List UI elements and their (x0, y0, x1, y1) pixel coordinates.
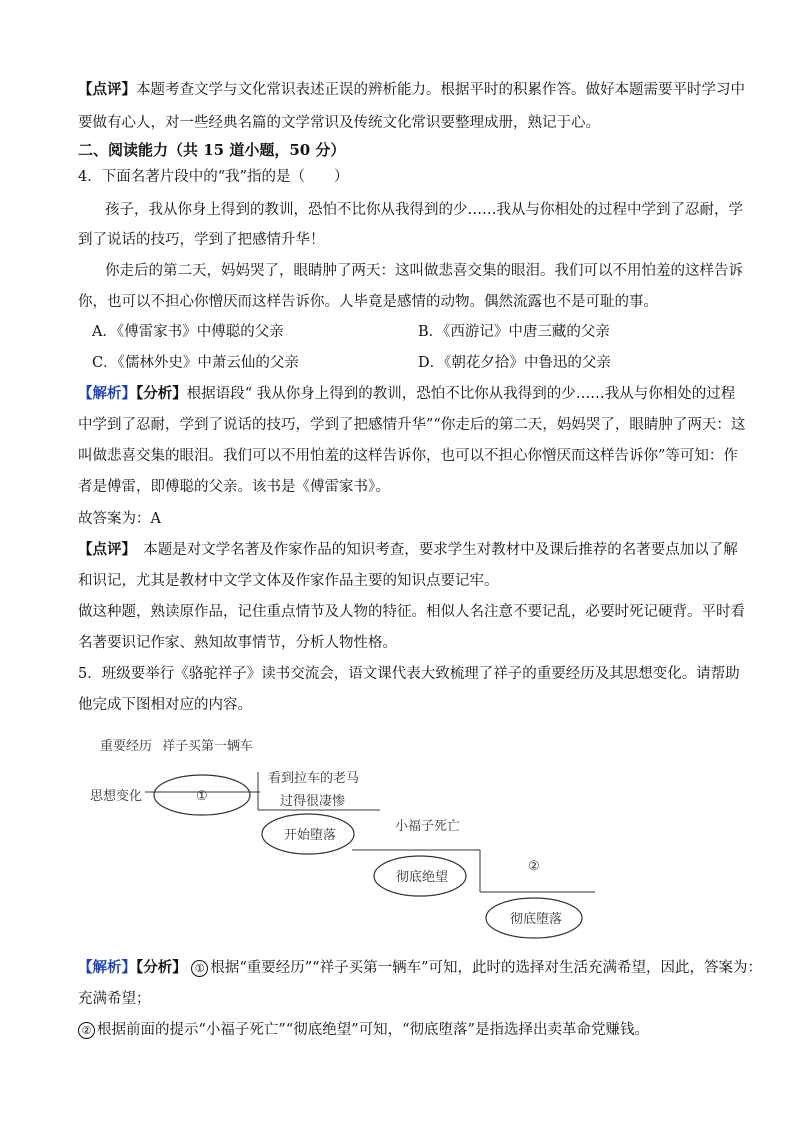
q5-analysis-num-1: ① (191, 960, 208, 977)
q4-option-d: D．《朝花夕拾》中鲁迅的父亲 (418, 355, 611, 371)
event-2-line-1: 看到拉车的老马 (268, 771, 360, 786)
q4-passage-p2-line1: 你走后的第二天，妈妈哭了，眼睛肿了两天：这叫做悲喜交集的眼泪。我们可以不用怕羞的这样告诉 (105, 263, 743, 279)
q5-analysis-line-1 (78, 958, 762, 978)
q4-dianping-line-4: 名著要识记作家、熟知故事情节，分析人物性格。 (78, 635, 397, 651)
q5-stem-line-2: 他完成下图相对应的内容。 (78, 697, 252, 713)
event-1: 祥子买第一辆车 (162, 739, 254, 754)
q4-option-a: A．《傅雷家书》中傅聪的父亲 (92, 324, 284, 340)
q5-analysis-text-1: 根据“重要经历”“祥子买第一辆车”可知，此时的选择对生活充满希望，因此，答案为： (210, 960, 763, 976)
section-title: 二、阅读能力（共 15 道小题，50 分） (78, 141, 346, 159)
q4-analysis-line-2: 中学到了忍耐，学到了说话的技巧，学到了把感情升华”“你走后的第二天，妈妈哭了，眼睛肿了两天：这 (78, 417, 746, 433)
q5-analysis-text-2: 根据前面的提示“小福子死亡”“彻底绝望”可知，“彻底堕落”是指选择出卖革命党赚钱。 (97, 1022, 649, 1038)
dianping-line-2: 要做有心人，对一些经典名篇的文学常识及传统文化常识要整理成册，熟记于心。 (78, 115, 600, 131)
q5-fenxi-tag: 【分析】 (136, 959, 187, 976)
blank-1-marker: ① (196, 789, 208, 804)
change-4: 彻底堕落 (510, 912, 563, 927)
dianping-text-1: 本题考查文学与文化常识表述正误的辨析能力。根据平时的积累作答。做好本题需要平时学习中 (136, 82, 745, 98)
q4-dianping-line-3: 做这种题，熟读原作品，记住重点情节及人物的特征。相似人名注意不要记乱，必要时死记硬背。平时看 (78, 604, 745, 620)
q4-passage-p2-line2: 你，也可以不担心你憎厌而这样告诉你。人毕竟是感情的动物。偶然流露也不是可耻的事。 (78, 294, 658, 310)
q4-dianping-tag: 【点评】 (78, 541, 129, 558)
q4-analysis-line-3: 叫做悲喜交集的眼泪。我们可以不用怕羞的这样告诉你，也可以不担心你憎厌而这样告诉你”等可知：作 (78, 448, 738, 464)
label-experience: 重要经历 (100, 739, 153, 754)
blank-2-marker: ② (528, 859, 540, 874)
q4-passage-p1-line1: 孩子，我从你身上得到的教训，恐怕不比你从我得到的少……我从与你相处的过程中学到了忍耐，学 (105, 202, 743, 218)
q4-dianping-text-1: 本题是对文学名著及作家作品的知识考查，要求学生对教材中及课后推荐的名著要点加以了解 (128, 542, 738, 558)
q4-stem: 4．下面名著片段中的“我”指的是（ ） (78, 169, 349, 185)
q4-dianping-line-2: 和识记，尤其是教材中文学文体及作家作品主要的知识点要记牢。 (78, 573, 499, 589)
q4-jiexi-tag: 【解析】 (78, 385, 136, 402)
q5-stem-line-1: 5．班级要举行《骆驼祥子》读书交流会，语文课代表大致梳理了祥子的重要经历及其思想变化。请帮助 (78, 666, 740, 682)
q4-analysis-line-4: 者是傅雷，即傅聪的父亲。该书是《傅雷家书》。 (78, 479, 390, 495)
q4-dianping-line-1 (78, 540, 738, 560)
q5-analysis-line-3 (78, 1020, 649, 1040)
q5-jiexi-tag: 【解析】 (78, 959, 136, 976)
q5-analysis-num-2: ② (78, 1022, 95, 1039)
event-3: 小福子死亡 (395, 819, 461, 834)
change-2: 开始堕落 (284, 828, 337, 843)
experience-diagram (90, 732, 610, 944)
q4-answer: 故答案为：A (78, 511, 161, 527)
q4-option-b: B．《西游记》中唐三藏的父亲 (418, 324, 610, 340)
change-3: 彻底绝望 (396, 870, 449, 885)
event-2-line-2: 过得很凄惨 (280, 794, 346, 809)
q4-option-c: C．《儒林外史》中萧云仙的父亲 (92, 355, 299, 371)
label-thought: 思想变化 (90, 789, 143, 804)
q4-analysis-text-1: 根据语段“ 我从你身上得到的教训，恐怕不比你从我得到的少……我从与你相处的过程 (186, 386, 736, 402)
q5-analysis-line-2: 充满希望； (78, 991, 151, 1007)
dianping-line-1 (78, 80, 745, 100)
dianping-tag: 【点评】 (78, 81, 136, 98)
q4-passage-p1-line2: 到了说话的技巧，学到了把感情升华！ (78, 232, 325, 248)
q4-analysis-line-1 (78, 384, 735, 404)
q4-fenxi-tag: 【分析】 (136, 385, 187, 402)
